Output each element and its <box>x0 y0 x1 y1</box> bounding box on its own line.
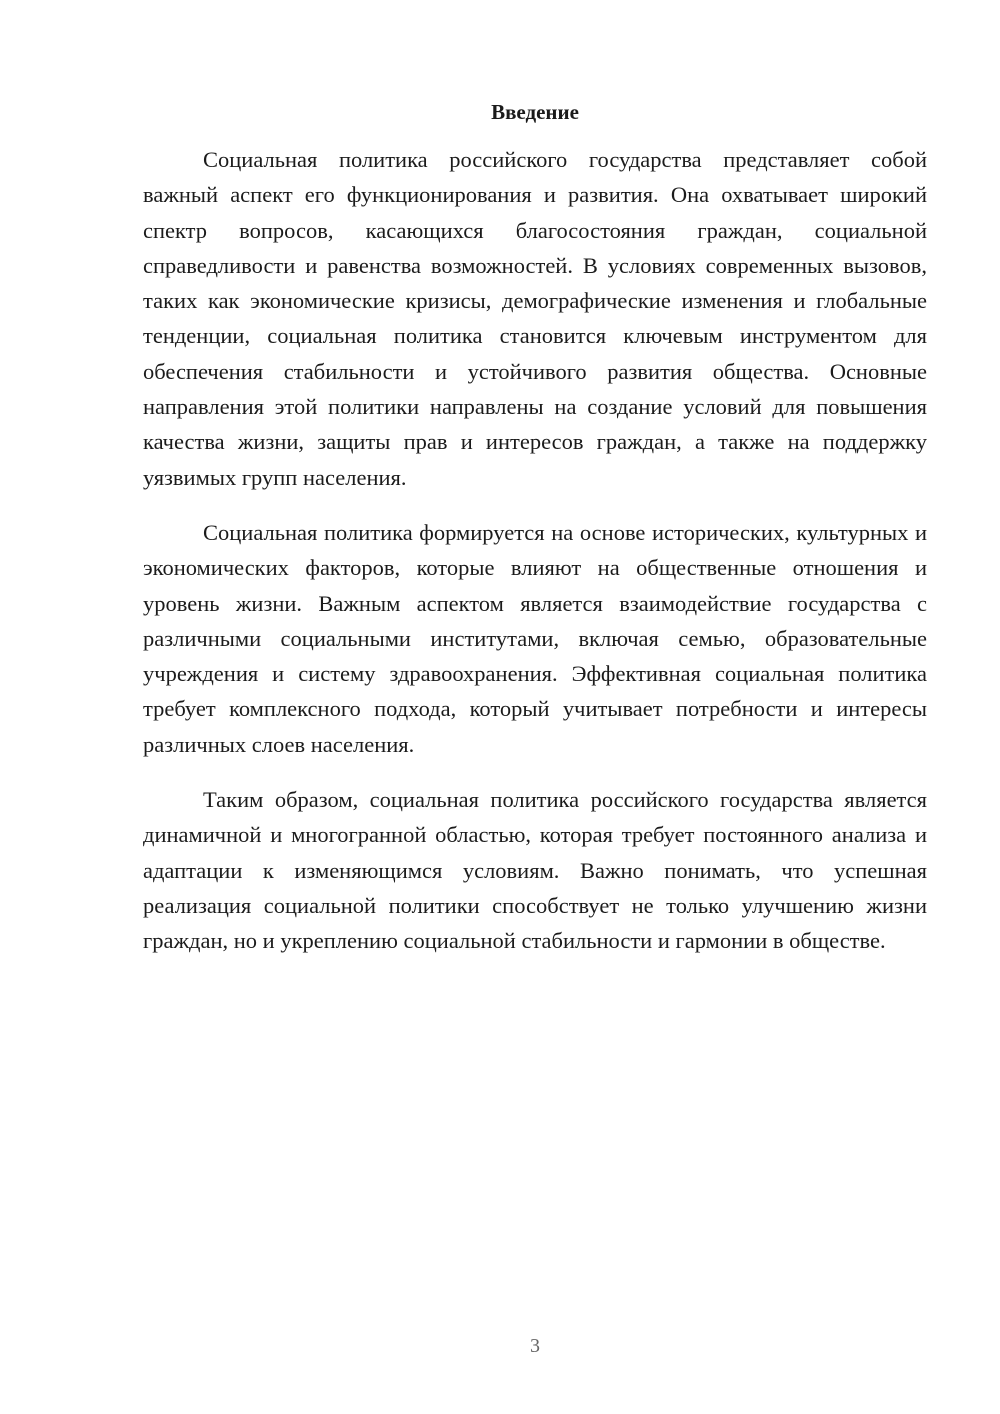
body-text <box>143 142 927 959</box>
page-title: Введение <box>491 100 579 124</box>
page-number: 3 <box>530 1335 540 1357</box>
paragraph-1: Социальная политика российского государства представляет собой важный аспект его функционирования и развития. Она охватывает широкий спектр вопросов, касающихся благосостояния граждан, социальной справедливости и равенства возможностей. В условиях современных вызовов, таких как экономические кризисы, демографические изменения и глобальные тенденции, социальная политика становится ключевым инструментом для обеспечения стабильности и устойчивого развития общества. Основные направления этой политики направлены на создание условий для повышения качества жизни, защиты прав и интересов граждан, а также на поддержку уязвимых групп населения. <box>143 147 927 490</box>
paragraph-2: Социальная политика формируется на основе исторических, культурных и экономических факторов, которые влияют на общественные отношения и уровень жизни. Важным аспектом является взаимодействие государства с различными социальными институтами, включая семью, образовательные учреждения и систему здравоохранения. Эффективная социальная политика требует комплексного подхода, который учитывает потребности и интересы различных слоев населения. <box>143 519 927 757</box>
paragraph-3: Таким образом, социальная политика российского государства является динамичной и многогранной областью, которая требует постоянного анализа и адаптации к изменяющимся условиям. Важно понимать, что успешная реализация социальной политики способствует не только улучшению жизни граждан, но и укреплению социальной стабильности и гармонии в обществе. <box>143 787 927 954</box>
